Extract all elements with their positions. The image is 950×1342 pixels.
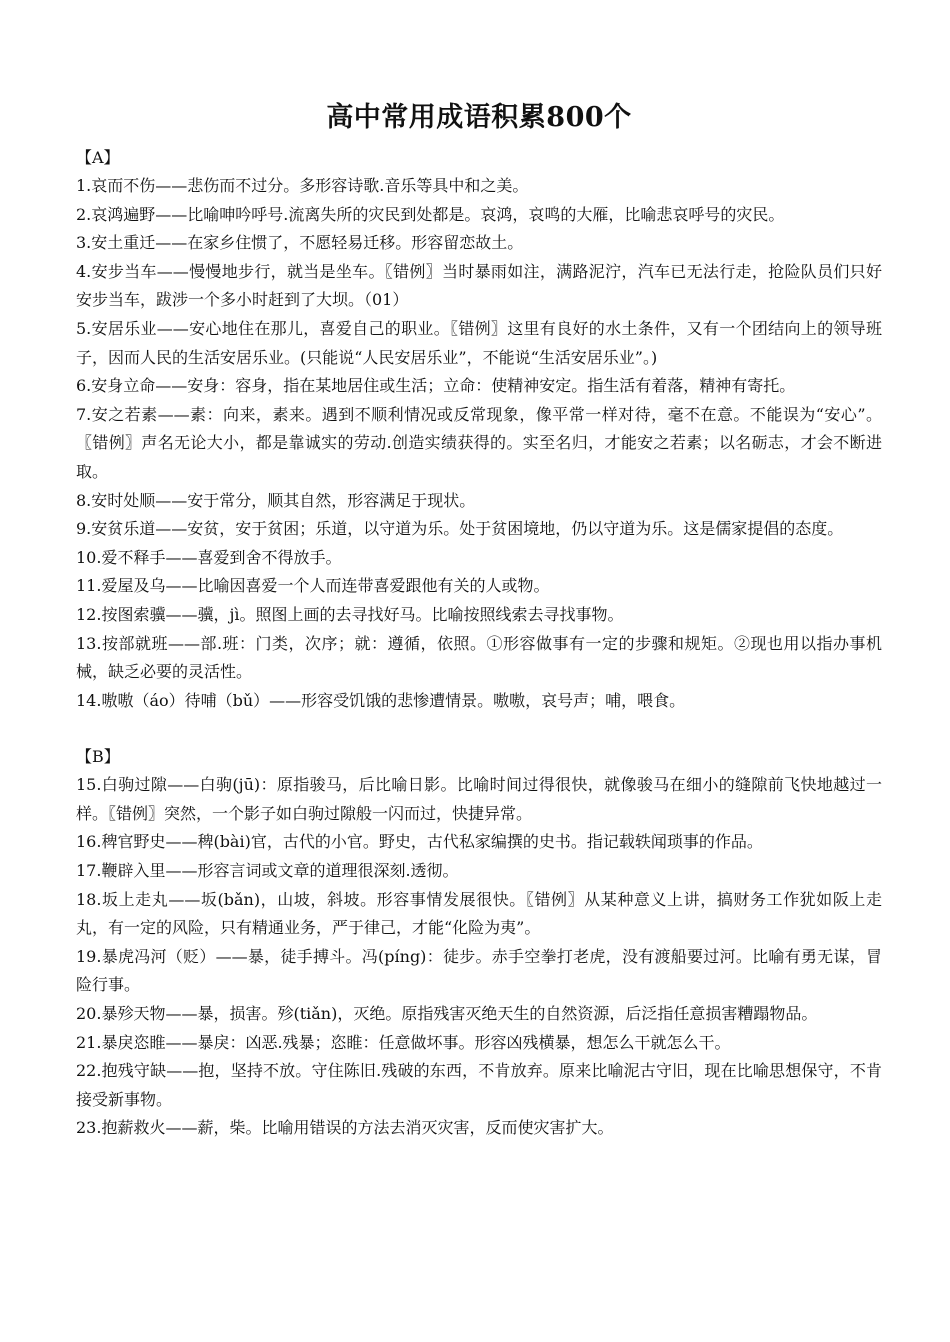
- idiom-entry: 15.白驹过隙——白驹(jū)：原指骏马，后比喻日影。比喻时间过得很快，就像骏马在细小的缝隙前飞快地越过一样。〖错例〗突然，一个影子如白驹过隙般一闪而过，快捷异常。: [76, 775, 882, 823]
- idiom-entry: 1.哀而不伤——悲伤而不过分。多形容诗歌.音乐等具中和之美。: [76, 176, 529, 195]
- idiom-entry: 8.安时处顺——安于常分，顺其自然，形容满足于现状。: [76, 490, 476, 510]
- idiom-entry: 20.暴殄天物——暴，损害。殄(tiǎn)，灭绝。原指残害灭绝天生的自然资源，后泛指任意损害糟蹋物品。: [76, 1004, 818, 1024]
- idiom-entry: 11.爱屋及乌——比喻因喜爱一个人而连带喜爱跟他有关的人或物。: [76, 576, 550, 596]
- idiom-entry: 10.爱不释手——喜爱到舍不得放手。: [76, 547, 342, 567]
- idiom-entry: 14.嗷嗷（áo）待哺（bǔ）——形容受饥饿的悲惨遭情景。嗷嗷，哀号声；哺，喂食。: [76, 690, 686, 710]
- idiom-entry: 5.安居乐业——安心地住在那儿，喜爱自己的职业。〖错例〗这里有良好的水土条件，又有一个团结向上的领导班子，因而人民的生活安居乐业。(只能说“人民安居乐业”，不能说“生活安居乐业”。): [76, 318, 882, 367]
- idiom-entry: 3.安土重迁——在家乡住惯了，不愿轻易迁移。形容留恋故土。: [76, 233, 524, 253]
- idiom-entry: 18.坂上走丸——坂(bǎn)，山坡，斜坡。形容事情发展很快。〖错例〗从某种意义上讲，搞财务工作犹如阪上走丸，有一定的风险，只有精通业务，严于律己，才能“化险为夷”。: [76, 889, 882, 938]
- section-heading-b: 【B】: [76, 747, 120, 767]
- idiom-entry: 21.暴戾恣睢——暴戾：凶恶.残暴；恣睢：任意做坏事。形容凶残横暴，想怎么干就怎么干。: [76, 1032, 731, 1052]
- idiom-entry: 22.抱残守缺——抱，坚持不放。守住陈旧.残破的东西，不肯放弃。原来比喻泥古守旧，现在比喻思想保守，不肯接受新事物。: [76, 1061, 882, 1109]
- idiom-entry: 2.哀鸿遍野——比喻呻吟呼号.流离失所的灾民到处都是。哀鸿，哀鸣的大雁，比喻悲哀呼号的灾民。: [76, 204, 785, 224]
- idiom-entry: 6.安身立命——安身：容身，指在某地居住或生活；立命：使精神安定。指生活有着落，精神有寄托。: [76, 376, 796, 396]
- idiom-entry: 23.抱薪救火——薪，柴。比喻用错误的方法去消灭灾害，反而使灾害扩大。: [76, 1118, 614, 1138]
- idiom-entry: 4.安步当车——慢慢地步行，就当是坐车。〖错例〗当时暴雨如注，满路泥泞，汽车已无法行走，抢险队员们只好安步当车，跋涉一个多小时赶到了大坝。（01）: [76, 261, 882, 310]
- idiom-entry: 19.暴虎冯河（贬）——暴，徒手搏斗。冯(píng)：徒步。赤手空拳打老虎，没有渡船要过河。比喻有勇无谋，冒险行事。: [76, 946, 882, 995]
- document-title: 高中常用成语积累800个: [326, 102, 632, 133]
- idiom-entry: 17.鞭辟入里——形容言词或文章的道理很深刻.透彻。: [76, 861, 459, 881]
- idiom-entry: 13.按部就班——部.班：门类，次序；就：遵循，依照。①形容做事有一定的步骤和规矩。②现也用以指办事机械，缺乏必要的灵活性。: [76, 633, 882, 682]
- idiom-entry: 12.按图索骥——骥，jì。照图上画的去寻找好马。比喻按照线索去寻找事物。: [76, 604, 624, 624]
- idiom-entry: 9.安贫乐道——安贫，安于贫困；乐道，以守道为乐。处于贫困境地，仍以守道为乐。这是儒家提倡的态度。: [76, 519, 844, 539]
- idiom-entry: 7.安之若素——素：向来，素来。遇到不顺利情况或反常现象，像平常一样对待，毫不在意。不能误为“安心”。〖错例〗声名无论大小，都是靠诚实的劳动.创造实绩获得的。实至名归，才能安之若素；以名砺志，才会不断进取。: [76, 404, 882, 481]
- section-heading-a: 【A】: [76, 148, 120, 167]
- idiom-entry: 16.稗官野史——稗(bài)官，古代的小官。野史，古代私家编撰的史书。指记载轶闻琐事的作品。: [76, 832, 763, 852]
